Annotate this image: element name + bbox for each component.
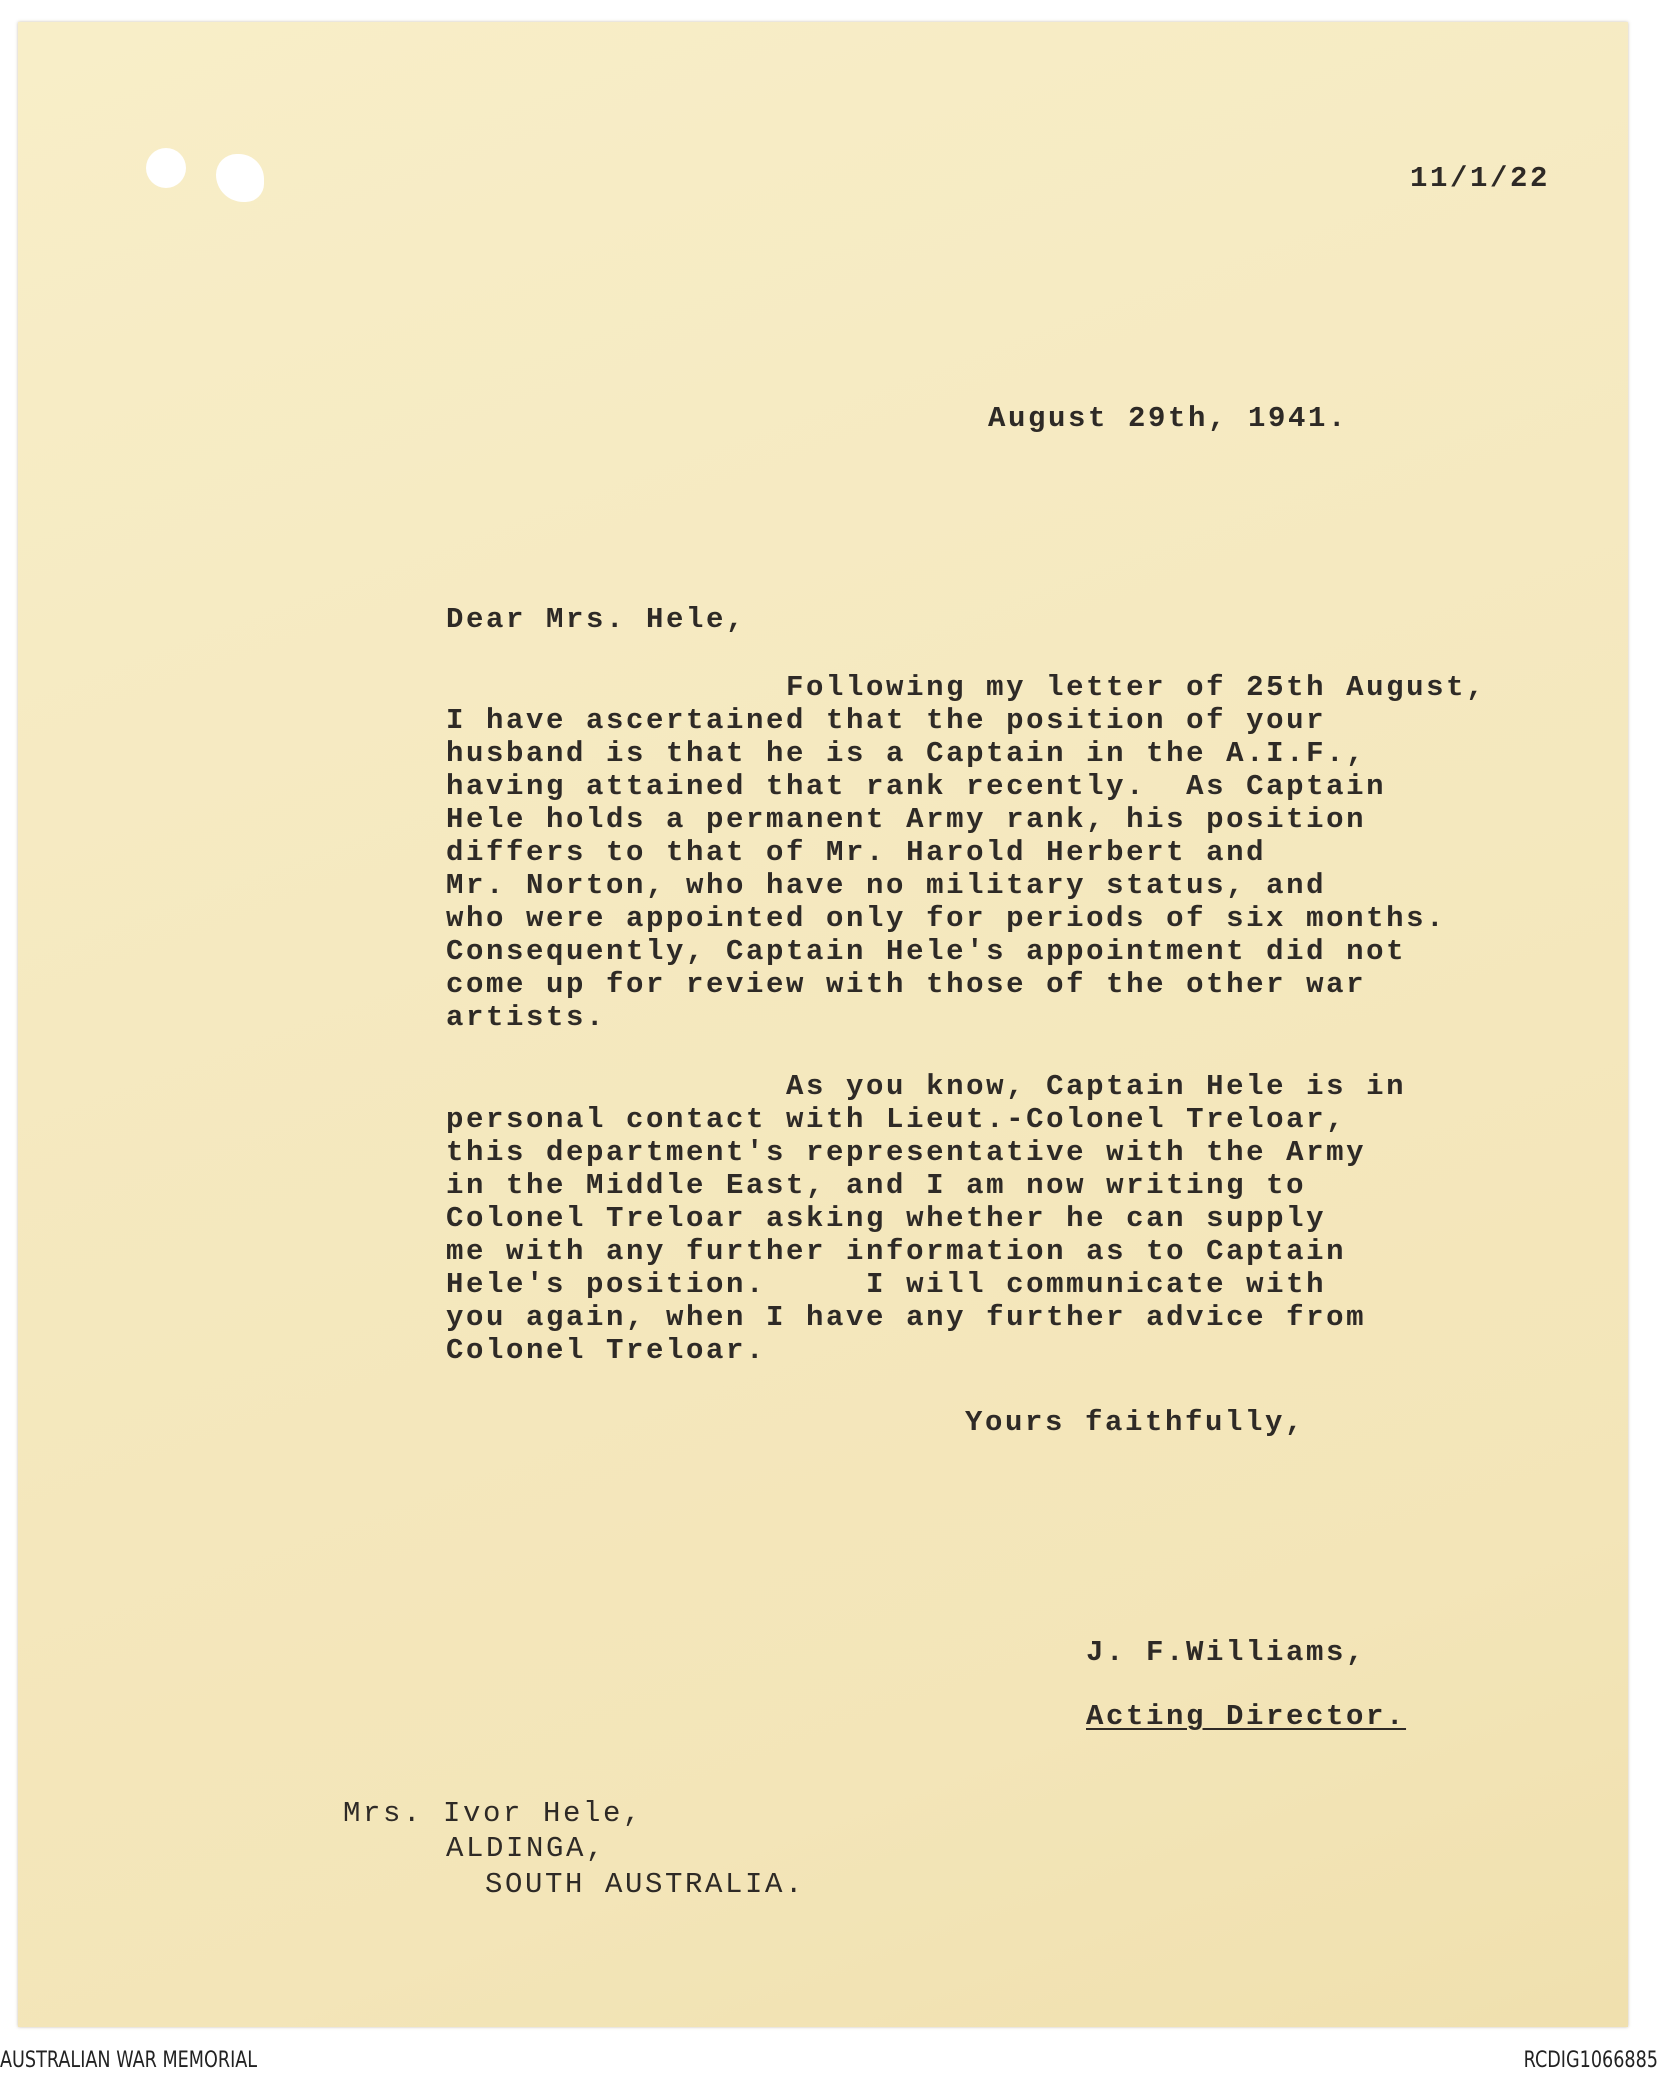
text-line: Colonel Treloar. xyxy=(446,1334,767,1367)
text-line: you again, when I have any further advice from xyxy=(446,1301,1367,1334)
text-line: in the Middle East, and I am now writing to xyxy=(446,1169,1307,1202)
closing: Yours faithfully, xyxy=(965,1406,1306,1439)
body-paragraph-2 xyxy=(446,1070,1406,1367)
file-reference: 11/1/22 xyxy=(1410,162,1551,195)
text-line: Hele holds a permanent Army rank, his position xyxy=(446,803,1367,836)
text-line: As you know, Captain Hele is in xyxy=(446,1070,1407,1103)
text-line: come up for review with those of the other war xyxy=(446,968,1367,1001)
text-line: husband is that he is a Captain in the A.I.F., xyxy=(446,737,1367,770)
text-line: differs to that of Mr. Harold Herbert and xyxy=(446,836,1267,869)
text-line: personal contact with Lieut.-Colonel Treloar, xyxy=(446,1103,1347,1136)
body-paragraph-1 xyxy=(446,671,1486,1034)
torn-punch-hole xyxy=(216,154,264,202)
text-line: who were appointed only for periods of six months. xyxy=(446,902,1447,935)
text-line: artists. xyxy=(446,1001,607,1034)
text-line: this department's representative with the Army xyxy=(446,1136,1367,1169)
text-line: Mr. Norton, who have no military status, and xyxy=(446,869,1327,902)
letter-date: August 29th, 1941. xyxy=(988,402,1349,435)
signatory-name: J. F.Williams, xyxy=(1086,1636,1367,1669)
text-line: I have ascertained that the position of your xyxy=(446,704,1327,737)
footer-record-id: RCDIG1066885 xyxy=(1523,2048,1658,2073)
text-line: Consequently, Captain Hele's appointment did not xyxy=(446,935,1407,968)
text-line: having attained that rank recently. As Captain xyxy=(446,770,1387,803)
footer-institution: AUSTRALIAN WAR MEMORIAL xyxy=(0,2048,258,2073)
punch-hole xyxy=(146,148,186,188)
address-name: Mrs. Ivor Hele, xyxy=(343,1797,644,1830)
address-town: ALDINGA, xyxy=(446,1832,607,1865)
address-state: SOUTH AUSTRALIA. xyxy=(485,1868,806,1901)
text-line: Colonel Treloar asking whether he can supply xyxy=(446,1202,1327,1235)
salutation: Dear Mrs. Hele, xyxy=(446,603,747,636)
text-line: Hele's position. I will communicate with xyxy=(446,1268,1327,1301)
text-line: Following my letter of 25th August, xyxy=(446,671,1487,704)
signatory-title: Acting Director. xyxy=(1086,1700,1407,1733)
text-line: me with any further information as to Captain xyxy=(446,1235,1347,1268)
